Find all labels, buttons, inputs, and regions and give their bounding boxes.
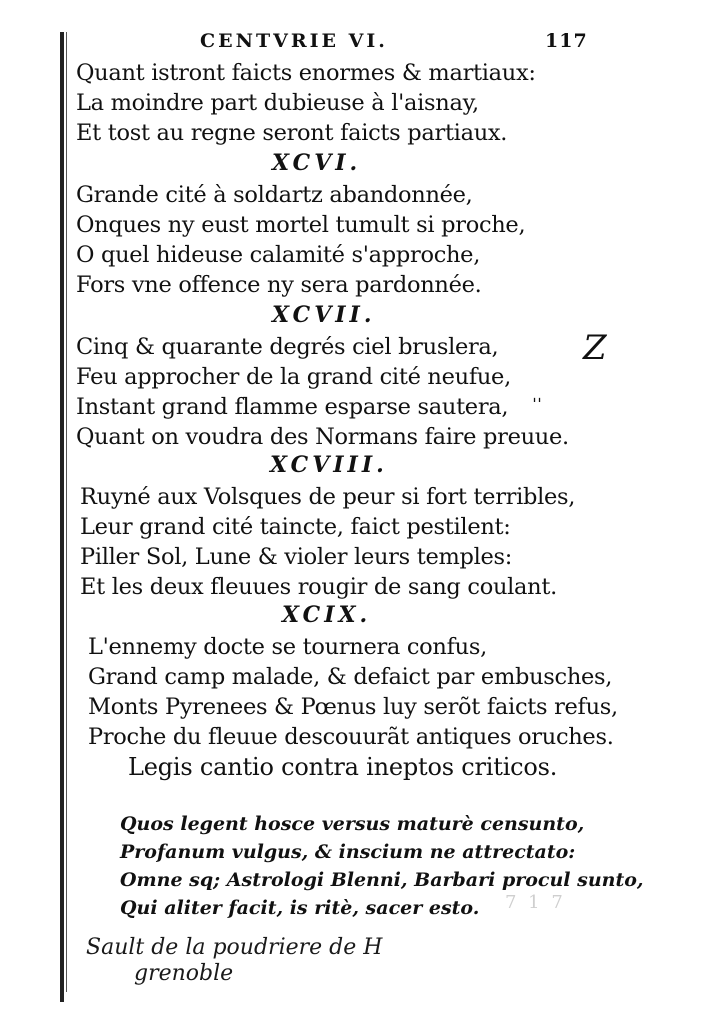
handwritten-note xyxy=(86,935,382,987)
verse-line: Grande cité à soldartz abandonnée, xyxy=(76,182,473,208)
verse-line: Leur grand cité taincte, faict pestilent: xyxy=(80,514,511,540)
quatrain-number: XCIX. xyxy=(282,602,372,628)
latin-line: Qui aliter facit, is ritè, sacer esto. xyxy=(120,897,480,919)
verse-line: Et les deux fleuues rougir de sang coulant. xyxy=(80,574,557,600)
verse-line: Proche du fleuue descouurãt antiques oruches. xyxy=(88,724,614,750)
verse-line: Quant on voudra des Normans faire preuue. xyxy=(76,424,569,450)
margin-annotation: Z xyxy=(583,328,607,368)
verse-line: La moindre part dubieuse à l'aisnay, xyxy=(76,90,479,116)
show-through-text: 7 1 7 xyxy=(505,892,566,913)
verse-line: Ruyné aux Volsques de peur si fort terribles, xyxy=(80,484,576,510)
verse-line: Et tost au regne seront faicts partiaux. xyxy=(76,120,508,146)
legis-title: Legis cantio contra ineptos criticos. xyxy=(128,753,558,781)
verse-line: Grand camp malade, & defaict par embusches, xyxy=(88,664,613,690)
quatrain-number: XCVI. xyxy=(272,150,362,176)
page-edge-rule-inner xyxy=(66,32,67,992)
latin-line: Profanum vulgus, & inscium ne attrectato: xyxy=(120,841,576,863)
verse-line: Fors vne offence ny sera pardonnée. xyxy=(76,272,482,298)
folio-number: 117 xyxy=(545,30,588,52)
verse-line: L'ennemy docte se tournera confus, xyxy=(88,634,487,660)
verse-line: Piller Sol, Lune & violer leurs temples: xyxy=(80,544,513,570)
verse-line: Feu approcher de la grand cité neufue, xyxy=(76,364,511,390)
page-edge-rule xyxy=(60,32,64,1002)
ink-marks: ˌˌ xyxy=(532,384,542,405)
handwritten-line: Sault de la poudriere de H xyxy=(86,935,383,960)
page-header xyxy=(190,30,610,56)
verse-line: Cinq & quarante degrés ciel bruslera, xyxy=(76,334,499,360)
handwritten-line: grenoble xyxy=(134,961,234,986)
running-title: CENTVRIE VI. xyxy=(200,30,388,52)
verse-line: Instant grand flamme esparse sautera, xyxy=(76,394,509,420)
latin-line: Quos legent hosce versus maturè censunto, xyxy=(120,813,585,835)
quatrain-number: XCVII. xyxy=(272,302,376,328)
verse-line: Onques ny eust mortel tumult si proche, xyxy=(76,212,526,238)
latin-line: Omne sq; Astrologi Blenni, Barbari procul sunto, xyxy=(120,869,644,891)
verse-line: O quel hideuse calamité s'approche, xyxy=(76,242,481,268)
verse-line: Monts Pyrenees & Pœnus luy serõt faicts refus, xyxy=(88,694,618,720)
quatrain-number: XCVIII. xyxy=(270,452,388,478)
verse-line: Quant istront faicts enormes & martiaux: xyxy=(76,60,536,86)
